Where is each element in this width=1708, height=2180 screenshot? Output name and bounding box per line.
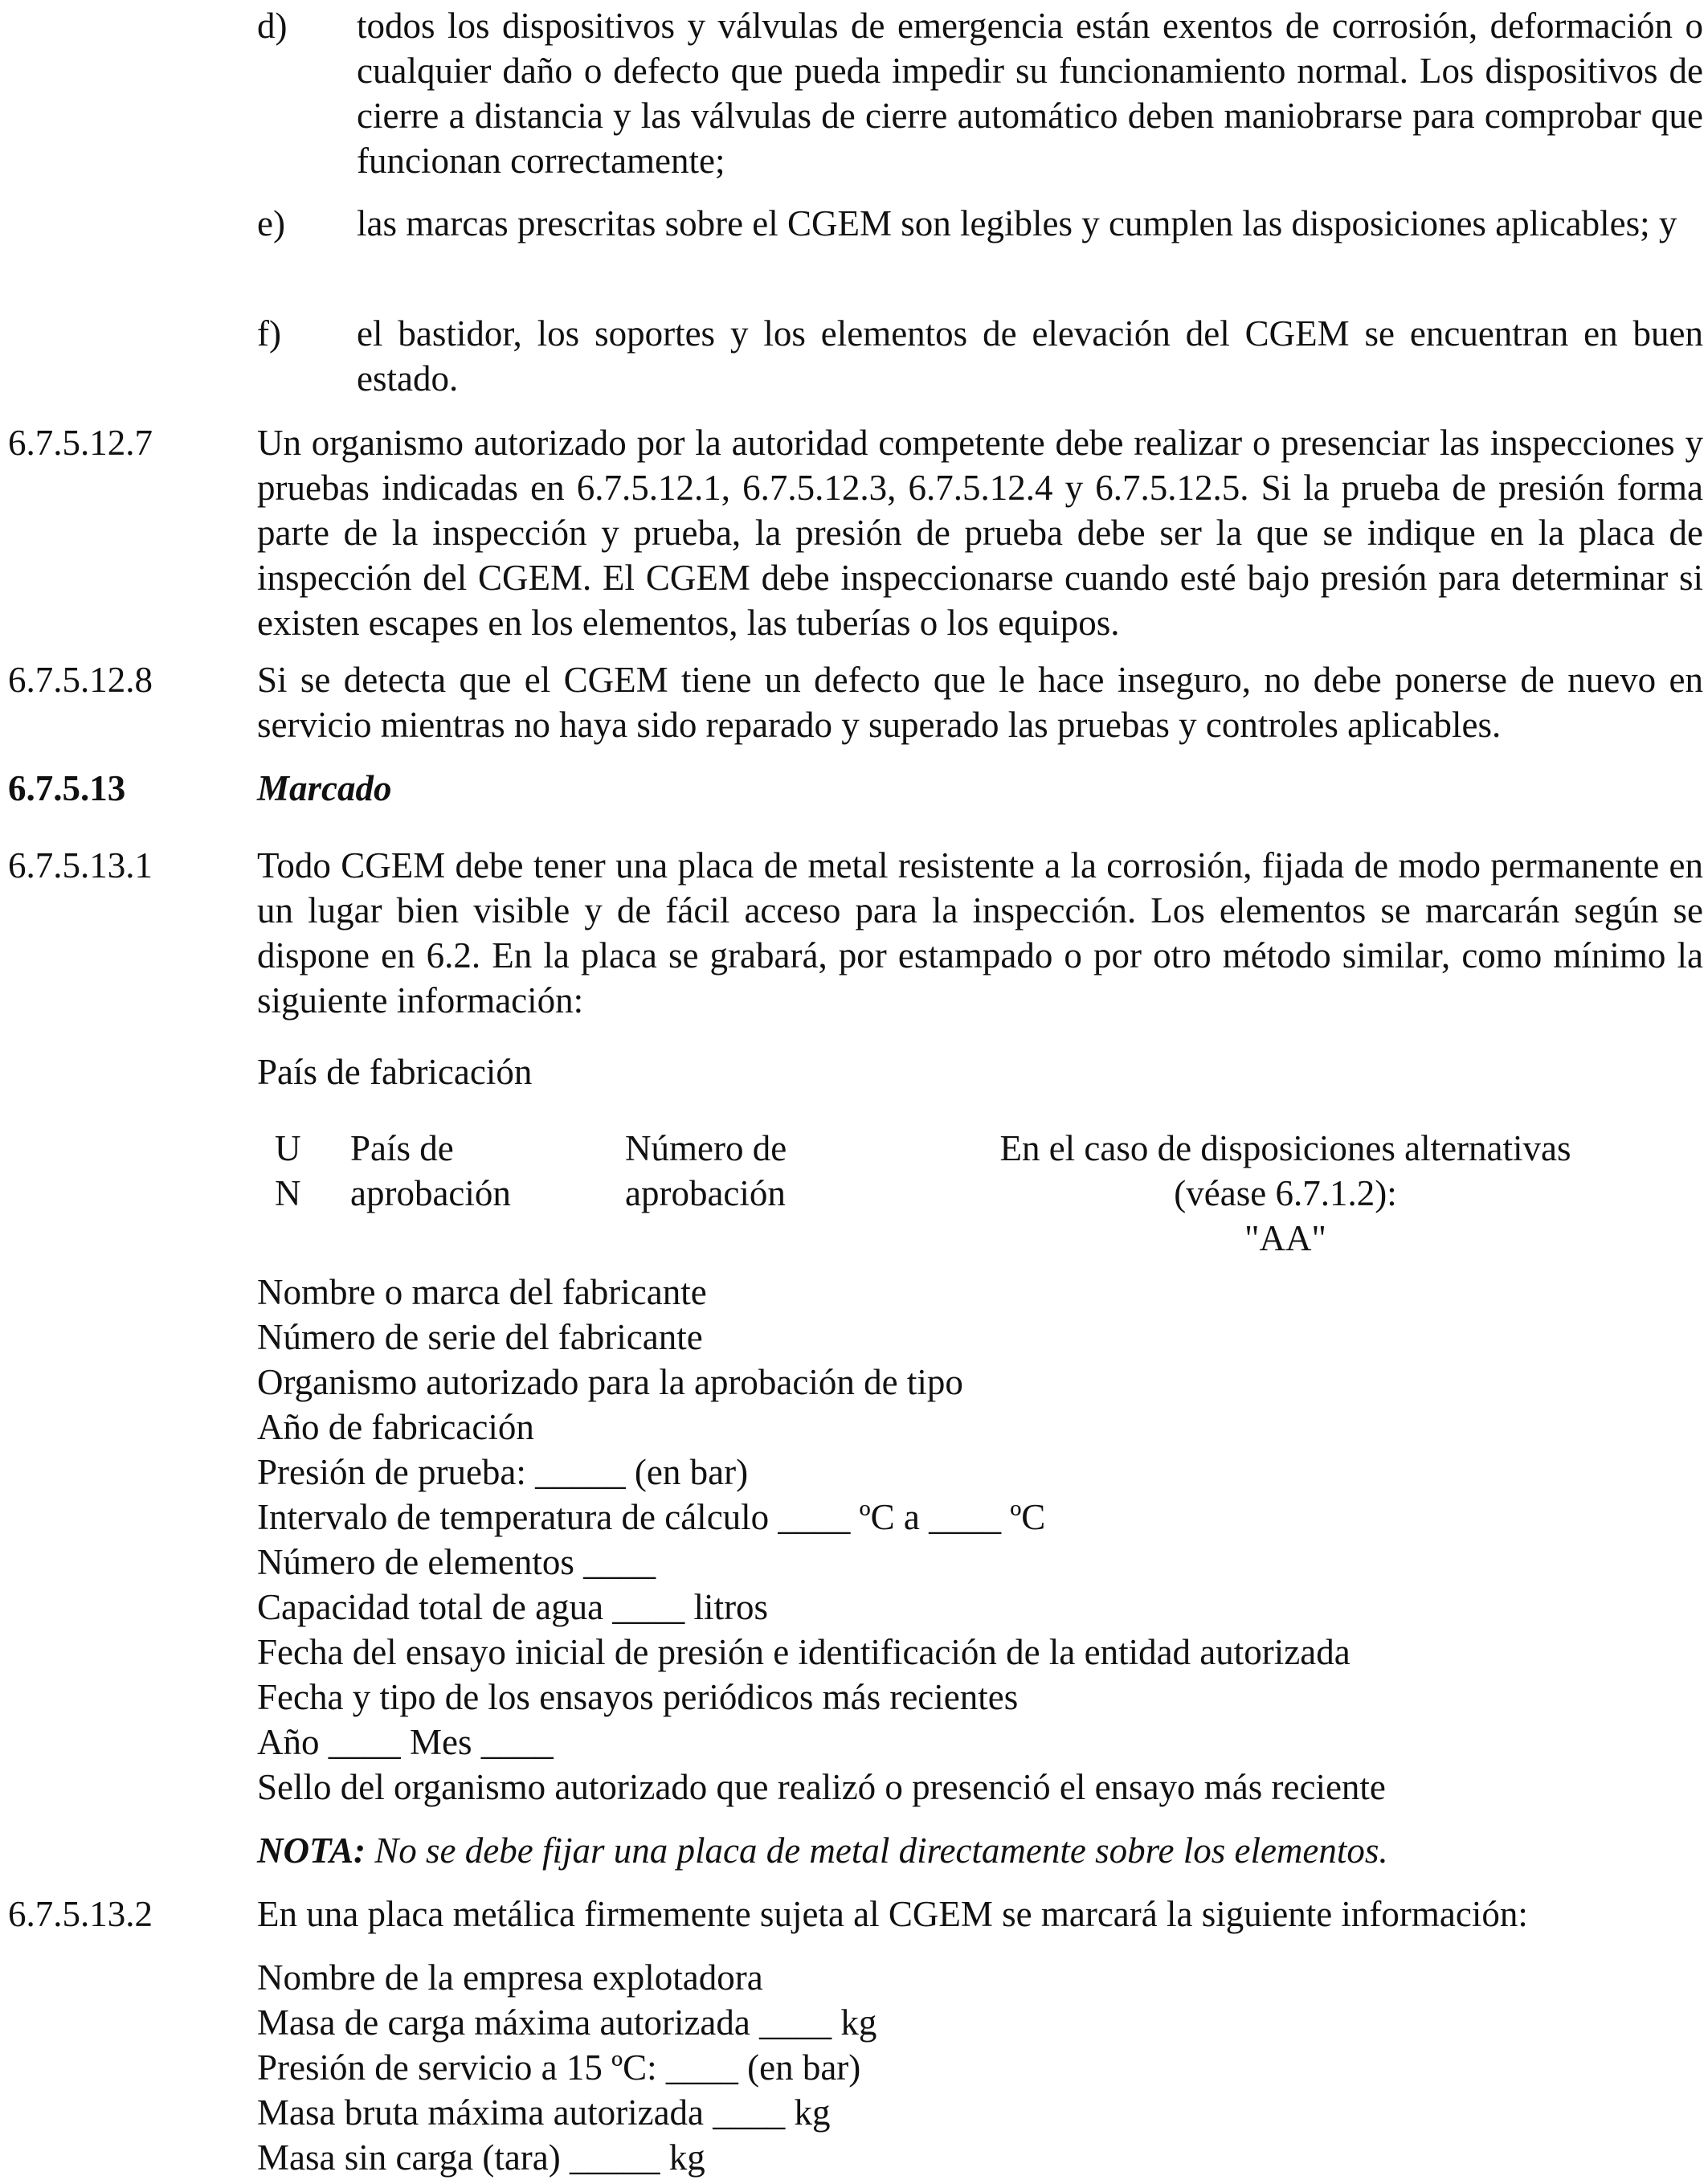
plate-info-list [257, 1270, 1703, 1810]
approval-number-label: aprobación [625, 1173, 786, 1213]
operator-info-line: Masa sin carga (tara) _____ kg [257, 2137, 705, 2178]
list-text: las marcas prescritas sobre el CGEM son legibles y cumplen las disposiciones aplicables; y [357, 203, 1677, 243]
paragraph-text: Un organismo autorizado por la autoridad competente debe realizar o presenciar las inspecciones y pruebas indicadas en 6.7.5.12.1, 6.7.5.12.3, 6.7.5.12.4 y 6.7.5.12.5. Si la prueba de presión forma parte de la inspección y prueba, la presión de prueba debe ser la que se indique en la placa de inspección del CGEM. El CGEM debe inspeccionarse cuando esté bajo presión para determinar si existen escapes en los elementos, las tuberías o los equipos. [257, 423, 1703, 643]
list-text: todos los dispositivos y válvulas de emergencia están exentos de corrosión, deformación o cualquier daño o defecto que pueda impedir su funcionamiento normal. Los dispositivos de cierre a distancia y las válvulas de cierre automático deben maniobrarse para comprobar que funcionan correctamente; [357, 6, 1703, 181]
plate-info-line: Número de serie del fabricante [257, 1317, 703, 1357]
plate-info-line: Fecha y tipo de los ensayos periódicos más recientes [257, 1677, 1019, 1717]
un-letter-u: U [275, 1128, 301, 1168]
section-number: 6.7.5.13 [8, 768, 126, 808]
plate-info-line: Presión de prueba: _____ (en bar) [257, 1452, 749, 1492]
operator-info-line: Nombre de la empresa explotadora [257, 1957, 763, 1998]
note-label: NOTA: [257, 1830, 366, 1871]
plate-info-line: Fecha del ensayo inicial de presión e identificación de la entidad autorizada [257, 1632, 1350, 1672]
list-text: el bastidor, los soportes y los elementos de elevación del CGEM se encuentran en buen estado. [357, 313, 1703, 399]
paragraph-number: 6.7.5.12.7 [8, 423, 153, 463]
plate-info-line: Nombre o marca del fabricante [257, 1272, 707, 1312]
list-letter: f) [257, 313, 281, 354]
plate-info-line: Organismo autorizado para la aprobación de tipo [257, 1362, 963, 1402]
list-letter: d) [257, 6, 288, 46]
operator-info-line: Masa de carga máxima autorizada ____ kg [257, 2002, 877, 2043]
country-of-manufacture-label: País de fabricación [257, 1052, 533, 1092]
alternative-arrangements-note [940, 1126, 1631, 1261]
operator-info-line: Masa bruta máxima autorizada ____ kg [257, 2092, 831, 2133]
paragraph-number: 6.7.5.13.2 [8, 1894, 153, 1934]
country-approval-label: aprobación [350, 1173, 511, 1213]
operator-plate-list [257, 1955, 1703, 2180]
section-title: Marcado [257, 768, 392, 808]
un-letter-n: N [275, 1173, 301, 1213]
plate-info-line: Año ____ Mes ____ [257, 1722, 554, 1762]
alt-line: En el caso de disposiciones alternativas [999, 1128, 1571, 1168]
note [257, 1828, 1388, 1873]
country-approval-label: País de [350, 1128, 454, 1168]
plate-info-line: Intervalo de temperatura de cálculo ____ ºC a ____ ºC [257, 1497, 1046, 1537]
list-letter: e) [257, 203, 285, 243]
approval-number-label: Número de [625, 1128, 787, 1168]
plate-info-line: Año de fabricación [257, 1407, 534, 1447]
plate-info-line: Capacidad total de agua ____ litros [257, 1587, 769, 1627]
paragraph-number: 6.7.5.13.1 [8, 845, 153, 885]
operator-info-line: Presión de servicio a 15 ºC: ____ (en bar) [257, 2047, 861, 2088]
plate-info-line: Número de elementos ____ [257, 1542, 656, 1582]
paragraph-number: 6.7.5.12.8 [8, 660, 153, 700]
paragraph-text: Si se detecta que el CGEM tiene un defecto que le hace inseguro, no debe ponerse de nuevo en servicio mientras no haya sido reparado y superado las pruebas y controles aplicables. [257, 660, 1703, 745]
note-text: No se debe fijar una placa de metal directamente sobre los elementos. [366, 1830, 1388, 1871]
alt-line: (véase 6.7.1.2): [1174, 1173, 1397, 1213]
alt-line: "AA" [1244, 1218, 1326, 1258]
paragraph-text: Todo CGEM debe tener una placa de metal resistente a la corrosión, fijada de modo permanente en un lugar bien visible y de fácil acceso para la inspección. Los elementos se marcarán según se dispone en 6.2. En la placa se grabará, por estampado o por otro método similar, como mínimo la siguiente información: [257, 845, 1703, 1020]
plate-info-line: Sello del organismo autorizado que realizó o presenció el ensayo más reciente [257, 1767, 1386, 1807]
paragraph-text: En una placa metálica firmemente sujeta al CGEM se marcará la siguiente información: [257, 1894, 1528, 1934]
